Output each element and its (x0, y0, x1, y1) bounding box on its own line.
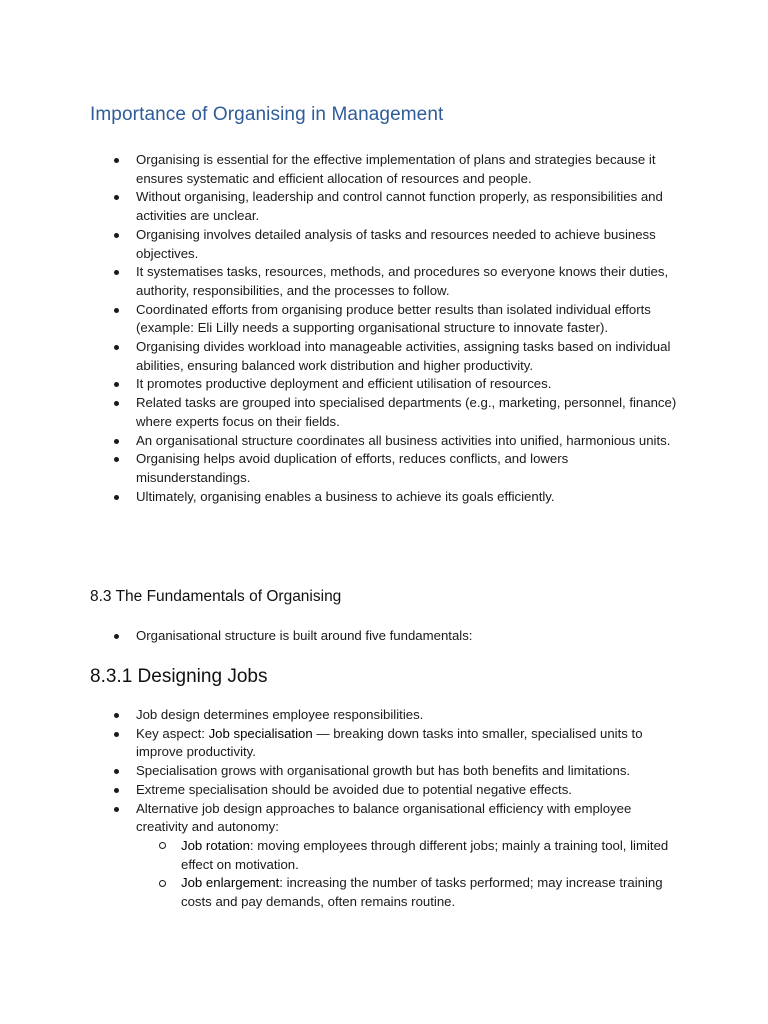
list-item (0, 725, 768, 762)
list-item-text: Alternative job design approaches to balance organisational efficiency with employee creativity and autonomy: (136, 800, 632, 835)
list-item (0, 375, 768, 394)
list-item-text: Without organising, leadership and control cannot function properly, as responsibilities and activities are unclear. (136, 189, 663, 224)
bullet-dot-icon (114, 495, 119, 500)
bullet-dot-icon (114, 345, 119, 350)
list-item (0, 394, 768, 431)
bullet-dot-icon (114, 308, 119, 313)
list-item-text: Organising helps avoid duplication of efforts, reduces conflicts, and lowers misunderstandings. (136, 451, 569, 485)
list-item-text: Organising involves detailed analysis of tasks and resources needed to achieve business objectives. (136, 226, 656, 261)
bullet-dot-icon (114, 439, 119, 444)
section-heading-importance: Importance of Organising in Management (90, 104, 444, 125)
bullet-dot-icon (114, 158, 119, 163)
list-item (0, 488, 768, 507)
bullet-dot-icon (114, 807, 119, 812)
term-job-enlargement: Job enlargement (181, 875, 280, 891)
bullet-dot-icon (114, 233, 119, 238)
list-item-text: Extreme specialisation should be avoided due to potential negative effects. (136, 781, 572, 797)
list-item (0, 188, 768, 225)
list-item (0, 706, 768, 725)
list-item-text: It promotes productive deployment and efficient utilisation of resources. (136, 376, 552, 392)
list-item-text: Related tasks are grouped into specialised departments (e.g., marketing, personnel, finance) where experts focus on their fields. (136, 395, 677, 429)
list-item (0, 151, 768, 188)
hollow-circle-bullet-icon (159, 842, 166, 849)
sub-list-item-text: : increasing the number of tasks performed; may increase training costs and pay demands, often remains routine. (181, 875, 663, 910)
list-item (0, 800, 768, 912)
list-item-text: An organisational structure coordinates all business activities into unified, harmonious units. (136, 432, 671, 448)
term-job-specialisation: Job specialisation (208, 725, 313, 741)
list-item (0, 432, 768, 451)
list-item (0, 226, 768, 263)
list-item-text: Coordinated efforts from organising produce better results than isolated individual efforts (example: Eli Lilly needs a supporting organisational structure to innovate faster). (136, 301, 651, 336)
sub-list-item (136, 837, 684, 874)
list-item-text: It systematises tasks, resources, methods, and procedures so everyone knows their duties, authority, responsibilities, and the processes to follow. (136, 264, 669, 298)
list-item-text: Organising divides workload into manageable activities, assigning tasks based on individual abilities, ensuring balanced work distribution and higher productivity. (136, 339, 671, 373)
importance-bullet-list (0, 151, 768, 506)
list-item (0, 762, 768, 781)
bullet-dot-icon (114, 195, 119, 200)
list-item-text: Organising is essential for the effective implementation of plans and strategies because it ensures systematic and efficient allocation of resources and people. (136, 152, 656, 186)
list-item (0, 301, 768, 338)
bullet-dot-icon (114, 713, 119, 718)
bullet-dot-icon (114, 788, 119, 793)
bullet-dot-icon (114, 401, 119, 406)
list-item (0, 627, 768, 646)
section-heading-designing-jobs: 8.3.1 Designing Jobs (90, 666, 268, 687)
list-item (0, 450, 768, 487)
designing-jobs-bullet-list (0, 706, 768, 912)
bullet-dot-icon (114, 634, 119, 639)
list-item-text: Organisational structure is built around five fundamentals: (136, 628, 473, 643)
bullet-dot-icon (114, 382, 119, 387)
list-item (0, 781, 768, 800)
list-item-text: — breaking down tasks into smaller, specialised units to improve productivity. (136, 725, 643, 760)
fundamentals-bullet-list (0, 627, 768, 646)
hollow-circle-bullet-icon (159, 880, 166, 887)
bullet-dot-icon (114, 457, 119, 462)
sub-list-item-text: : moving employees through different jobs; mainly a training tool, limited effect on motivation. (181, 837, 669, 872)
section-heading-fundamentals: 8.3 The Fundamentals of Organising (90, 588, 342, 605)
bullet-dot-icon (114, 732, 119, 737)
list-item-text: Specialisation grows with organisational growth but has both benefits and limitations. (136, 763, 631, 779)
list-item (0, 263, 768, 300)
bullet-dot-icon (114, 769, 119, 774)
list-item-prefix: Key aspect: (136, 725, 209, 741)
term-job-rotation: Job rotation (181, 837, 250, 853)
list-item-text: Ultimately, organising enables a business to achieve its goals efficiently. (136, 488, 555, 504)
bullet-dot-icon (114, 270, 119, 275)
sub-list-item (136, 874, 684, 911)
sub-bullet-list (136, 837, 684, 912)
list-item (0, 338, 768, 375)
list-item-text: Job design determines employee responsibilities. (136, 707, 424, 722)
